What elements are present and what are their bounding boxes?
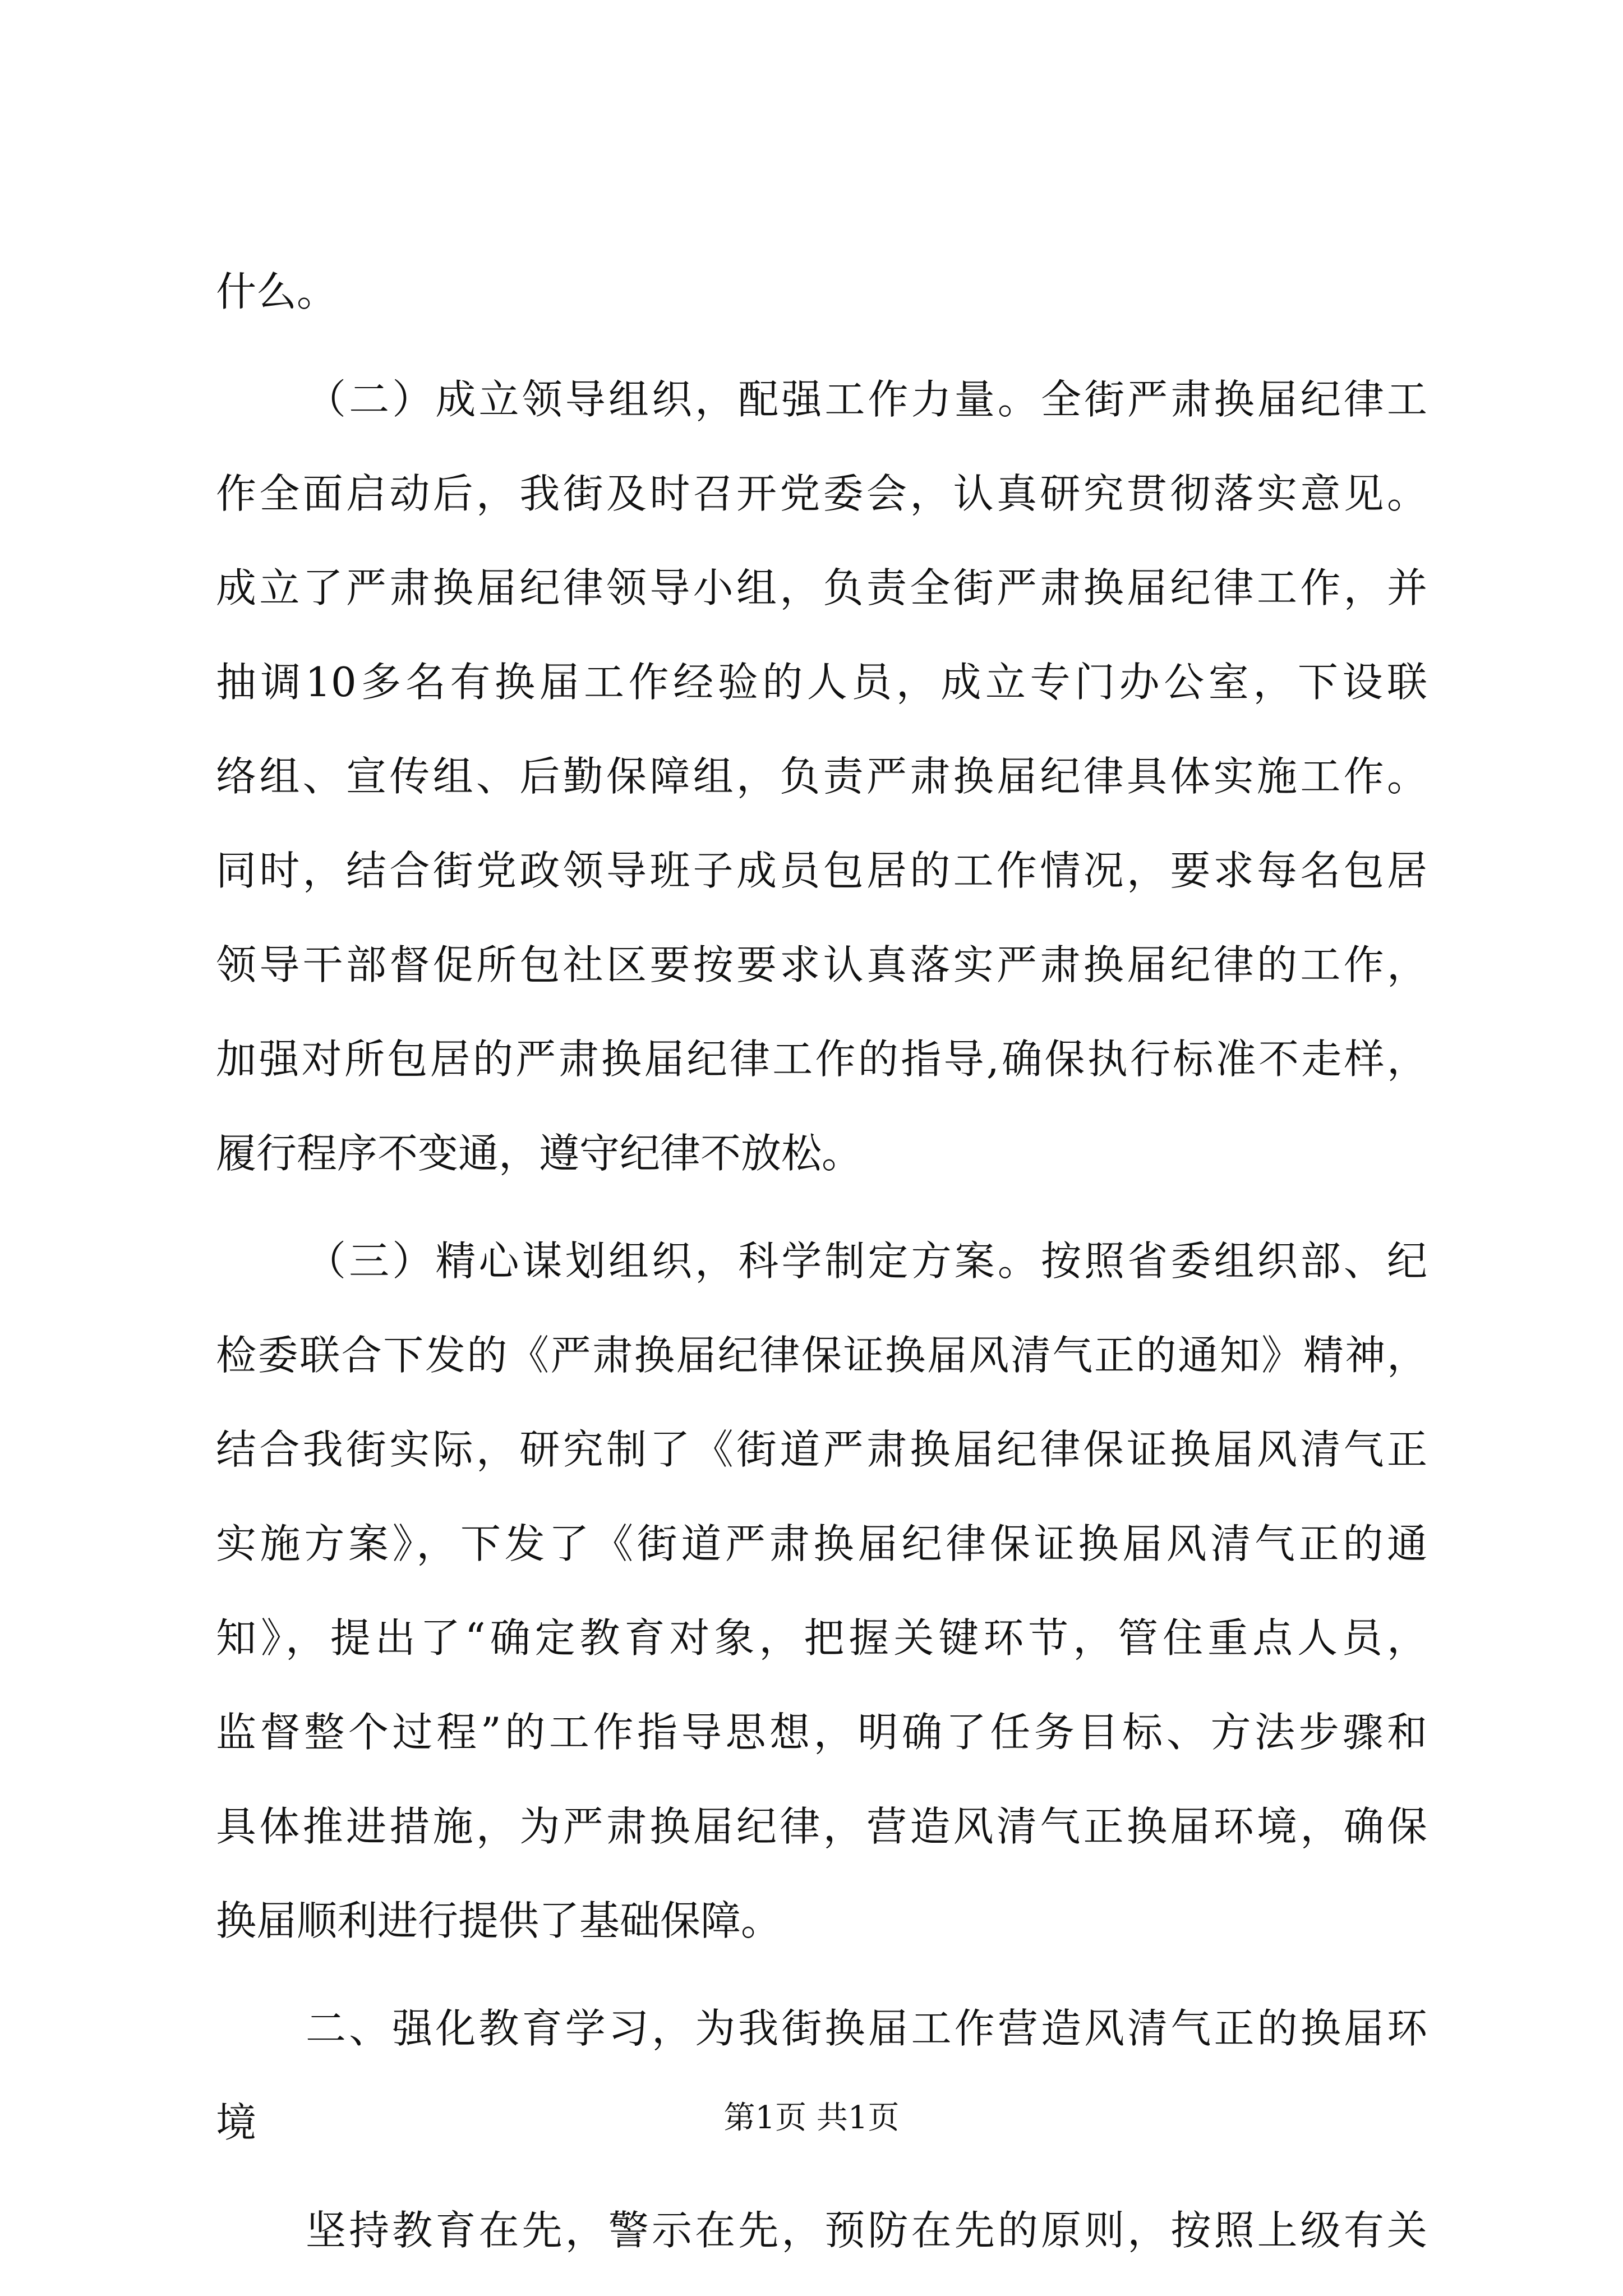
body-line: 知》，提出了“确定教育对象，把握关键环节，管住重点人员，	[216, 1614, 1427, 1662]
body-line: 加强对所包居的严肃换届纪律工作的指导,确保执行标准不走样，	[216, 1036, 1427, 1083]
body-line: 结合我街实际，研究制了《街道严肃换届纪律保证换届风清气正	[216, 1426, 1427, 1473]
chapter-heading: 二、强化教育学习，为我街换届工作营造风清气正的换届环	[306, 2005, 1427, 2052]
body-line: 成立了严肃换届纪律领导小组，负责全街严肃换届纪律工作，并	[216, 564, 1427, 611]
body-line: 监督整个过程”的工作指导思想，明确了任务目标、方法步骤和	[216, 1709, 1427, 1756]
body-line: 实施方案》，下发了《街道严肃换届纪律保证换届风清气正的通	[216, 1520, 1427, 1567]
body-line: 同时，结合街党政领导班子成员包居的工作情况，要求每名包居	[216, 847, 1427, 894]
body-line: 检委联合下发的《严肃换届纪律保证换届风清气正的通知》精神，	[216, 1332, 1427, 1379]
body-line: 络组、宣传组、后勤保障组，负责严肃换届纪律具体实施工作。	[216, 753, 1427, 800]
section-heading-2: （二）成立领导组织，配强工作力量。全街严肃换届纪律工	[306, 376, 1427, 423]
body-line: 作全面启动后，我街及时召开党委会，认真研究贯彻落实意见。	[216, 470, 1427, 517]
body-line: 什么。	[216, 268, 338, 315]
page-footer: 第1页 共1页	[723, 2100, 900, 2136]
body-line: 抽调10多名有换届工作经验的人员，成立专门办公室，下设联	[216, 659, 1427, 706]
section-heading-3: （三）精心谋划组织，科学制定方案。按照省委组织部、纪	[306, 1237, 1427, 1285]
body-line: 领导干部督促所包社区要按要求认真落实严肃换届纪律的工作，	[216, 941, 1427, 988]
body-line: 具体推进措施，为严肃换届纪律，营造风清气正换届环境，确保	[216, 1803, 1427, 1850]
body-line: 坚持教育在先，警示在先，预防在先的原则，按照上级有关	[306, 2207, 1427, 2254]
chapter-heading-continuation: 境	[216, 2099, 257, 2146]
body-line: 换届顺利进行提供了基础保障。	[216, 1897, 782, 1944]
body-line: 履行程序不变通，遵守纪律不放松。	[216, 1130, 863, 1177]
